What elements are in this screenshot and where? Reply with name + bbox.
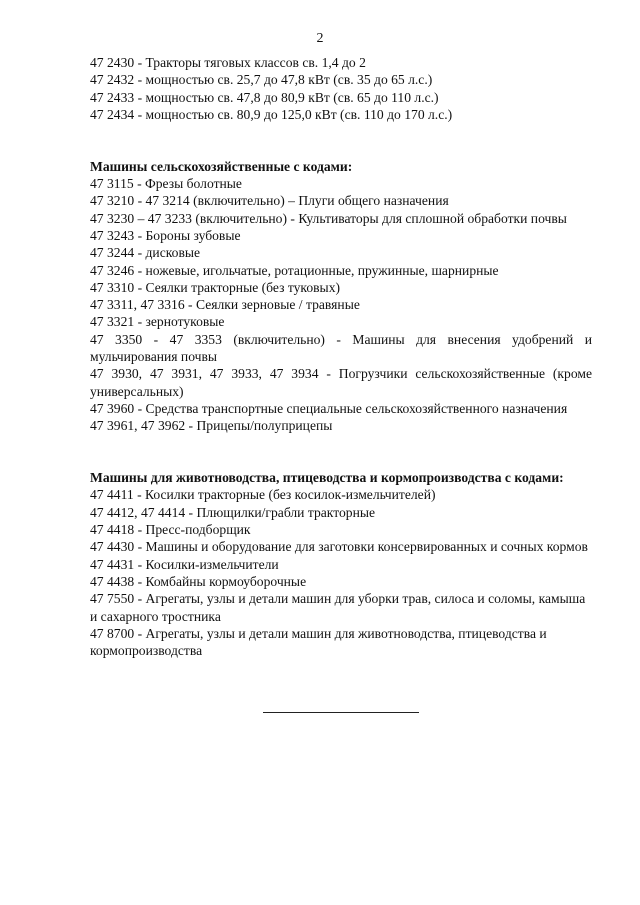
list-item: 47 2430 - Тракторы тяговых классов св. 1,4 до 2 (90, 55, 366, 70)
list-item: 47 3961, 47 3962 - Прицепы/полуприцепы (90, 418, 333, 434)
list-item: 47 3244 - дисковые (90, 245, 201, 261)
list-item: 47 3311, 47 3316 - Сеялки зерновые / травяные (90, 297, 360, 313)
list-item: 47 3243 - Бороны зубовые (90, 227, 241, 243)
section-heading: Машины сельскохозяйственные с кодами: (90, 158, 353, 174)
agri-machines-section (90, 158, 592, 435)
list-item: 47 3246 - ножевые, игольчатые, ротационные, пружинные, шарнирные (90, 262, 499, 278)
list-item: 47 2434 - мощностью св. 80,9 до 125,0 кВт (св. 110 до 170 л.с.) (90, 106, 453, 122)
list-item: 47 3350 - 47 3353 (включительно) - Машины для внесения удобрений и мульчирования почвы (90, 331, 592, 365)
list-item: 47 3230 – 47 3233 (включительно) - Культиваторы для сплошной обработки почвы (90, 210, 567, 226)
list-item: 47 8700 - Агрегаты, узлы и детали машин для животноводства, птицеводства и кормопроизводства (90, 625, 547, 659)
list-item: 47 3210 - 47 3214 (включительно) – Плуги общего назначения (90, 193, 449, 209)
list-item: 47 7550 - Агрегаты, узлы и детали машин для уборки трав, силоса и соломы, камыша и сахарного тростника (90, 591, 586, 624)
list-item: 47 4438 - Комбайны кормоуборочные (90, 573, 307, 589)
list-item: 47 3930, 47 3931, 47 3933, 47 3934 - Погрузчики сельскохозяйственные (кроме универсальных) (90, 366, 592, 399)
page-number: 2 (316, 31, 324, 46)
end-separator-line (263, 712, 419, 713)
list-item: 47 2433 - мощностью св. 47,8 до 80,9 кВт (св. 65 до 110 л.с.) (90, 89, 439, 105)
list-item: 47 3321 - зернотуковые (90, 314, 225, 330)
tractors-section (90, 54, 592, 123)
section-heading: Машины для животноводства, птицеводства и кормопроизводства с кодами: (90, 470, 564, 486)
list-item: 47 3115 - Фрезы болотные (90, 176, 242, 192)
document-body (90, 54, 592, 659)
list-item: 47 3310 - Сеялки тракторные (без туковых) (90, 279, 341, 295)
list-item: 47 4412, 47 4414 - Плющилки/грабли тракторные (90, 504, 376, 520)
list-item: 47 4430 - Машины и оборудование для заготовки консервированных и сочных кормов (90, 539, 588, 555)
list-item: 47 3960 - Средства транспортные специальные сельскохозяйственного назначения (90, 400, 568, 416)
livestock-machines-section (90, 469, 592, 659)
list-item: 47 2432 - мощностью св. 25,7 до 47,8 кВт (св. 35 до 65 л.с.) (90, 72, 433, 88)
list-item: 47 4411 - Косилки тракторные (без косилок-измельчителей) (90, 487, 436, 503)
list-item: 47 4418 - Пресс-подборщик (90, 522, 251, 538)
list-item: 47 4431 - Косилки-измельчители (90, 556, 279, 572)
